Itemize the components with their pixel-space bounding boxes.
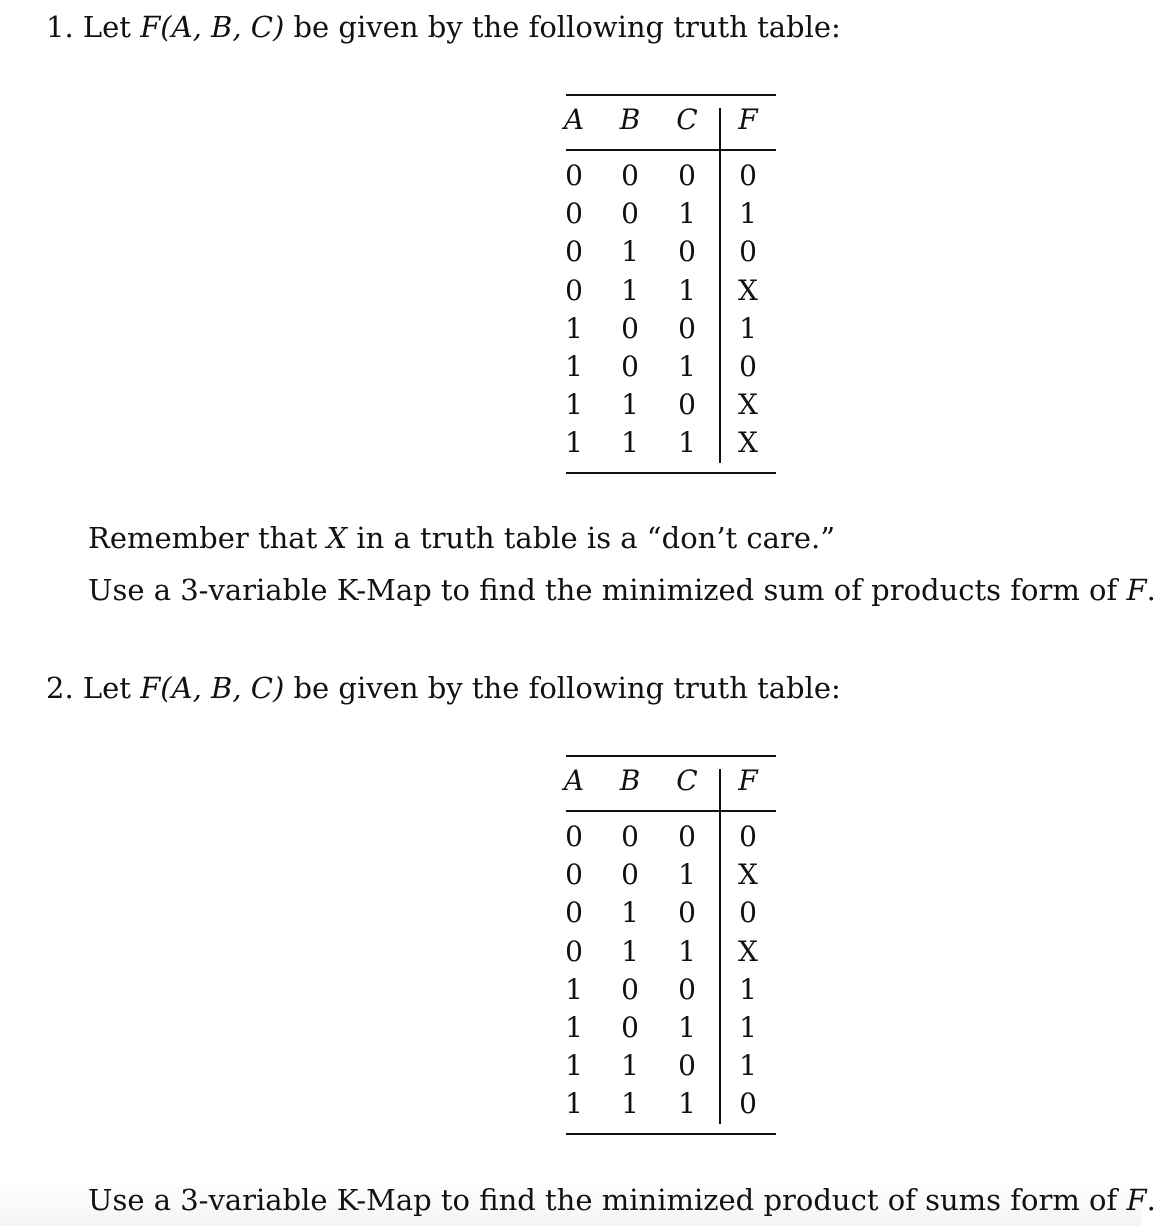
- table-header-f: F: [738, 764, 758, 797]
- table-bottom-rule: [566, 1133, 776, 1135]
- problem-number: 2.: [46, 671, 74, 705]
- table-header-a: A: [563, 103, 585, 136]
- table-cell: 0: [739, 1087, 757, 1121]
- table-column-divider: [719, 811, 721, 1124]
- table-cell: 0: [565, 934, 583, 968]
- table-cell: 1: [678, 858, 696, 892]
- table-cell: 1: [678, 1087, 696, 1121]
- problem-intro-pre: Let: [82, 671, 141, 705]
- table-cell: X: [738, 858, 758, 892]
- table-cell: 1: [621, 235, 639, 269]
- table-cell: 0: [678, 159, 696, 192]
- table-cell: 1: [621, 388, 639, 422]
- problem-1-statement: [46, 10, 841, 44]
- table-cell: 1: [621, 1049, 639, 1083]
- table-cell: X: [738, 273, 758, 307]
- table-header-b: B: [619, 764, 641, 797]
- table-cell: 0: [739, 820, 757, 853]
- table-cell: 1: [621, 1087, 639, 1121]
- function-signature: F(A, B, C): [140, 10, 285, 44]
- problem-intro-pre: Let: [82, 10, 141, 44]
- problem-intro-post: be given by the following truth table:: [284, 671, 841, 705]
- table-cell: 0: [621, 820, 639, 853]
- table-cell: 1: [621, 273, 639, 307]
- table-cell: 0: [678, 311, 696, 345]
- table-header-rule: [566, 149, 776, 151]
- table-cell: 0: [621, 311, 639, 345]
- table-cell: 1: [678, 350, 696, 383]
- table-cell: 0: [621, 350, 639, 383]
- table-cell: 0: [678, 235, 696, 269]
- table-top-rule: [566, 755, 776, 757]
- problem-2-task: Use a 3-variable K-Map to find the minimized product of sums form of F.: [88, 1183, 1156, 1217]
- table-cell: 1: [678, 1011, 696, 1044]
- table-cell: 0: [565, 820, 583, 853]
- table-cell: 1: [565, 1011, 583, 1044]
- table-cell: 0: [621, 972, 639, 1006]
- table-cell: 1: [739, 311, 757, 345]
- table-cell: 0: [739, 350, 757, 383]
- table-cell: 0: [565, 197, 583, 231]
- table-cell: 1: [565, 388, 583, 422]
- table-cell: 0: [739, 896, 757, 930]
- problem-2-statement: [46, 671, 841, 705]
- table-cell: 0: [565, 273, 583, 307]
- table-cell: 1: [739, 972, 757, 1006]
- table-cell: 0: [621, 159, 639, 192]
- table-cell: 1: [678, 197, 696, 231]
- dont-care-note: Remember that X in a truth table is a “don’t care.”: [88, 521, 836, 555]
- table-cell: 0: [565, 858, 583, 892]
- table-cell: 1: [565, 972, 583, 1006]
- table-cell: 0: [565, 159, 583, 192]
- table-column-divider: [719, 769, 721, 810]
- table-cell: 1: [565, 1049, 583, 1083]
- table-cell: 1: [621, 934, 639, 968]
- table-cell: 0: [565, 235, 583, 269]
- table-header-a: A: [563, 764, 585, 797]
- table-cell: 1: [678, 934, 696, 968]
- table-cell: 1: [565, 1087, 583, 1121]
- table-cell: 0: [621, 858, 639, 892]
- table-cell: 1: [565, 311, 583, 345]
- table-cell: 1: [565, 426, 583, 460]
- table-cell: 0: [739, 235, 757, 269]
- table-cell: 1: [678, 426, 696, 460]
- table-cell: 0: [678, 388, 696, 422]
- table-cell: X: [738, 388, 758, 422]
- truth-table-2: [563, 755, 776, 1135]
- table-cell: X: [738, 426, 758, 460]
- table-header-f: F: [738, 103, 758, 136]
- table-top-rule: [566, 94, 776, 96]
- table-cell: 0: [678, 820, 696, 853]
- table-cell: 0: [678, 1049, 696, 1083]
- table-cell: 1: [678, 273, 696, 307]
- table-column-divider: [719, 150, 721, 463]
- problem-intro-post: be given by the following truth table:: [284, 10, 841, 44]
- table-cell: 0: [565, 896, 583, 930]
- table-cell: 1: [621, 426, 639, 460]
- table-header-c: C: [676, 764, 698, 797]
- table-header-rule: [566, 810, 776, 812]
- table-cell: 1: [565, 350, 583, 383]
- truth-table-1: [563, 94, 776, 474]
- table-cell: 1: [739, 197, 757, 231]
- table-cell: 0: [678, 972, 696, 1006]
- table-cell: 0: [678, 896, 696, 930]
- table-cell: 1: [739, 1011, 757, 1044]
- function-signature: F(A, B, C): [140, 671, 285, 705]
- problem-number: 1.: [46, 10, 74, 44]
- table-header-c: C: [676, 103, 698, 136]
- table-cell: 1: [739, 1049, 757, 1083]
- problem-1-task: Use a 3-variable K-Map to find the minimized sum of products form of F.: [88, 573, 1156, 607]
- table-column-divider: [719, 108, 721, 149]
- table-cell: 0: [739, 159, 757, 192]
- table-cell: X: [738, 934, 758, 968]
- table-bottom-rule: [566, 472, 776, 474]
- table-cell: 0: [621, 1011, 639, 1044]
- table-cell: 1: [621, 896, 639, 930]
- table-header-b: B: [619, 103, 641, 136]
- table-cell: 0: [621, 197, 639, 231]
